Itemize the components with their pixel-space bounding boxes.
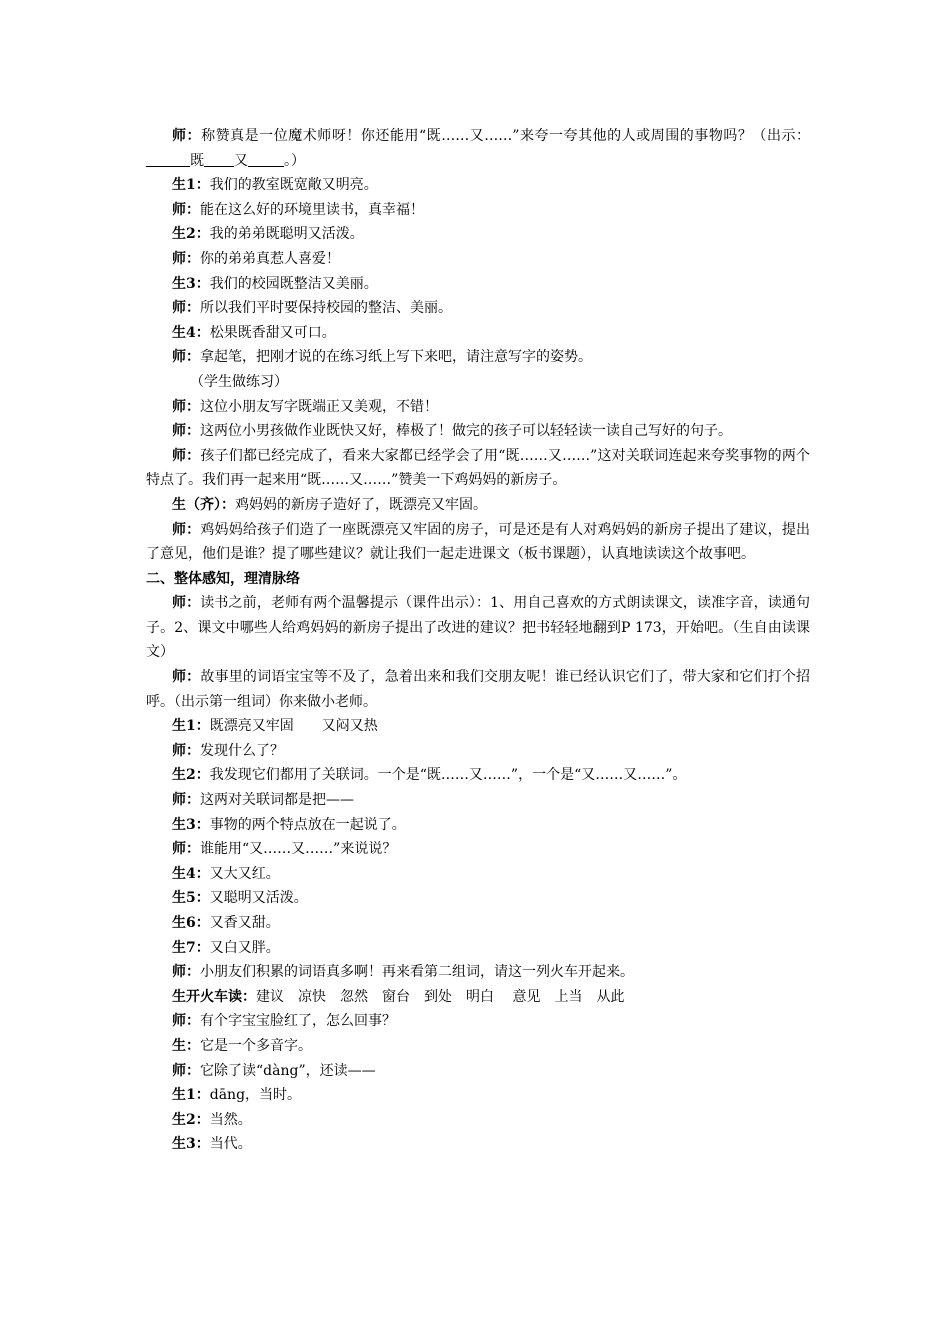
- paragraph-text: 故事里的词语宝宝等不及了，急着出来和我们交朋友呢！谁已经认识它们了，带大家和它们打个招呼。（出示第一组词）你来做小老师。: [146, 669, 811, 710]
- paragraph-text: 我们的教室既宽敞又明亮。: [209, 177, 378, 194]
- paragraph-text: 所以我们平时要保持校园的整洁、美丽。: [200, 300, 452, 317]
- paragraph2-7: [146, 837, 810, 862]
- paragraph-text: 又香又甜。: [209, 915, 280, 931]
- speaker-label: 生（齐）：: [172, 496, 235, 513]
- paragraph-0: [146, 124, 810, 173]
- paragraph-text: 它除了读“dàng”，还读——: [200, 1062, 376, 1079]
- paragraph-13: [146, 493, 810, 518]
- speaker-label: 师：: [172, 398, 200, 415]
- speaker-label: 师：: [172, 447, 201, 464]
- speaker-label: 师：: [172, 1013, 200, 1030]
- paragraph-8: [146, 345, 810, 370]
- paragraph-text: 我的弟弟既聪明又活泼。: [209, 226, 364, 243]
- paragraph2-4: [146, 763, 810, 788]
- paragraph2-12: [146, 960, 810, 985]
- paragraph-text: 谁能用“又……又……”来说说？: [200, 841, 397, 858]
- paragraph-text: 鸡妈妈的新房子造好了，既漂亮又牢固。: [235, 496, 487, 513]
- paragraph-text: 读书之前，老师有两个温馨提示（课件出示）：1、用自己喜欢的方式朗读课文，读准字音，读通句子。2、课文中哪些人给鸡妈妈的新房子提出了改进的建议？把书轻轻地翻到P 173，开始吧。（生自由读课文）: [146, 595, 811, 661]
- paragraph2-11: [146, 936, 810, 961]
- paragraph-3: [146, 222, 810, 247]
- paragraph-text: 称赞真是一位魔术师呀！你还能用“既……又……”来夸一夸其他的人或周围的事物吗？（出示：: [201, 128, 811, 144]
- paragraph-text: 当代。: [209, 1136, 252, 1153]
- speaker-label: 师：: [172, 201, 200, 218]
- speaker-label: 师：: [172, 349, 200, 366]
- paragraph-11: [146, 419, 810, 444]
- paragraph-text: 既漂亮又牢固 又闷又热: [209, 718, 378, 735]
- fill-blank: [146, 152, 190, 167]
- paragraph-text: 有个字宝宝脸红了，怎么回事？: [200, 1013, 396, 1030]
- paragraph2-0: [146, 591, 810, 665]
- paragraph-9: [146, 370, 810, 395]
- speaker-label: 师：: [172, 595, 201, 612]
- speaker-label: 生2：: [172, 1111, 210, 1128]
- paragraph2-14: [146, 1009, 810, 1034]
- paragraph-text: 这位小朋友写字既端正又美观，不错！: [200, 398, 438, 415]
- speaker-label: 师：: [172, 423, 200, 440]
- speaker-label: 生3：: [172, 1136, 210, 1153]
- speaker-label: 生2：: [172, 767, 210, 784]
- paragraph-text: 孩子们都已经完成了，看来大家都已经学会了用“既……又……”这对关联词连起来夸奖事物的两个特点了。我们再一起来用“既……又……”赞美一下鸡妈妈的新房子。: [146, 447, 811, 489]
- speaker-label: 师：: [172, 300, 200, 317]
- paragraph-text: 小朋友们积累的词语真多啊！再来看第二组词，请这一列火车开起来。: [200, 964, 634, 981]
- speaker-label: 生4：: [172, 865, 210, 882]
- paragraph2-13: [146, 985, 810, 1010]
- paragraph2-2: [146, 714, 810, 739]
- paragraph-text: 这两位小男孩做作业既快又好，棒极了！做完的孩子可以轻轻读一读自己写好的句子。: [200, 423, 732, 440]
- paragraph-5: [146, 272, 810, 297]
- blank-word: 又: [234, 152, 248, 169]
- speaker-label: 生5：: [172, 890, 210, 907]
- paragraph-text: 鸡妈妈给孩子们造了一座既漂亮又牢固的房子，可是还是有人对鸡妈妈的新房子提出了建议，提出了意见，他们是谁？提了哪些建议？就让我们一起走进课文（板书课题），认真地读读这个故事吧。: [146, 521, 811, 563]
- speaker-label: 师：: [172, 521, 201, 538]
- paragraph-text: 又大又红。: [209, 865, 280, 882]
- speaker-label: 师：: [172, 128, 202, 144]
- paragraph-text: 它是一个多音字。: [200, 1037, 312, 1054]
- speaker-label: 生：: [172, 1037, 200, 1054]
- paragraph-text: 我们的校园既整洁又美丽。: [209, 275, 378, 292]
- paragraph-2: [146, 198, 810, 223]
- speaker-label: 生1：: [172, 177, 210, 194]
- fill-blank: [204, 152, 234, 167]
- paragraph-text: 又聪明又活泼。: [209, 890, 308, 907]
- paragraph-text: 拿起笔，把刚才说的在练习纸上写下来吧，请注意写字的姿势。: [200, 349, 592, 366]
- paragraph2-10: [146, 911, 810, 936]
- fill-blank: [248, 152, 284, 167]
- paragraph2-1: [146, 665, 810, 714]
- speaker-label: 师：: [172, 964, 200, 981]
- speaker-label: 生4：: [172, 324, 210, 341]
- speaker-label: 师：: [172, 250, 200, 267]
- speaker-label: 生7：: [172, 939, 210, 956]
- document-page: [146, 124, 810, 1157]
- paragraph-text: 事物的两个特点放在一起说了。: [209, 816, 406, 833]
- speaker-label: 生6：: [172, 915, 210, 931]
- speaker-label: 师：: [172, 841, 200, 858]
- paragraph-1: [146, 173, 810, 198]
- paragraph2-18: [146, 1108, 810, 1133]
- speaker-label: 生3：: [172, 275, 210, 292]
- paragraph-text: dāng，当时。: [209, 1087, 302, 1104]
- blank-word: 既: [190, 152, 204, 169]
- paragraph2-6: [146, 813, 810, 838]
- paragraph-7: [146, 321, 810, 346]
- paragraph2-16: [146, 1059, 810, 1084]
- paragraph2-9: [146, 886, 810, 911]
- section-heading: 二、整体感知，理清脉络: [146, 570, 300, 587]
- speaker-label: 生3：: [172, 816, 210, 833]
- speaker-label: 生2：: [172, 226, 210, 243]
- paragraph-text: 你的弟弟真惹人喜爱！: [200, 250, 340, 267]
- paragraph-text: 这两对关联词都是把——: [200, 792, 354, 809]
- paragraph-14: [146, 518, 810, 567]
- paragraph-text: 我发现它们都用了关联词。一个是“既……又……”，一个是“又……又……”。: [209, 767, 687, 784]
- speaker-label: 师：: [172, 669, 201, 686]
- paragraph-6: [146, 296, 810, 321]
- paragraph-text: 当然。: [209, 1111, 252, 1128]
- paragraph-text: 发现什么了？: [200, 742, 284, 759]
- paragraph2-17: [146, 1083, 810, 1108]
- paragraph2-3: [146, 739, 810, 764]
- paragraph2-19: [146, 1132, 810, 1157]
- paragraph-4: [146, 247, 810, 272]
- stage-direction: （学生做练习）: [190, 373, 288, 390]
- paragraph2-15: [146, 1034, 810, 1059]
- speaker-label: 师：: [172, 742, 200, 759]
- paragraph-text: 松果既香甜又可口。: [209, 324, 336, 341]
- speaker-label: 生1：: [172, 718, 210, 735]
- word-list: 建议 凉快 忽然 窗台 到处 明白 意见 上当 从此: [256, 988, 625, 1005]
- speaker-label: 师：: [172, 792, 200, 809]
- speaker-label: 师：: [172, 1062, 200, 1079]
- paragraph-12: [146, 444, 810, 493]
- blank-end: 。）: [284, 152, 305, 169]
- paragraph-text: 又白又胖。: [209, 939, 280, 956]
- paragraph2-8: [146, 862, 810, 887]
- paragraph-text: 能在这么好的环境里读书，真幸福！: [200, 201, 424, 218]
- speaker-label: 生开火车读：: [172, 988, 256, 1005]
- paragraph-10: [146, 395, 810, 420]
- paragraph2-5: [146, 788, 810, 813]
- speaker-label: 生1：: [172, 1087, 210, 1104]
